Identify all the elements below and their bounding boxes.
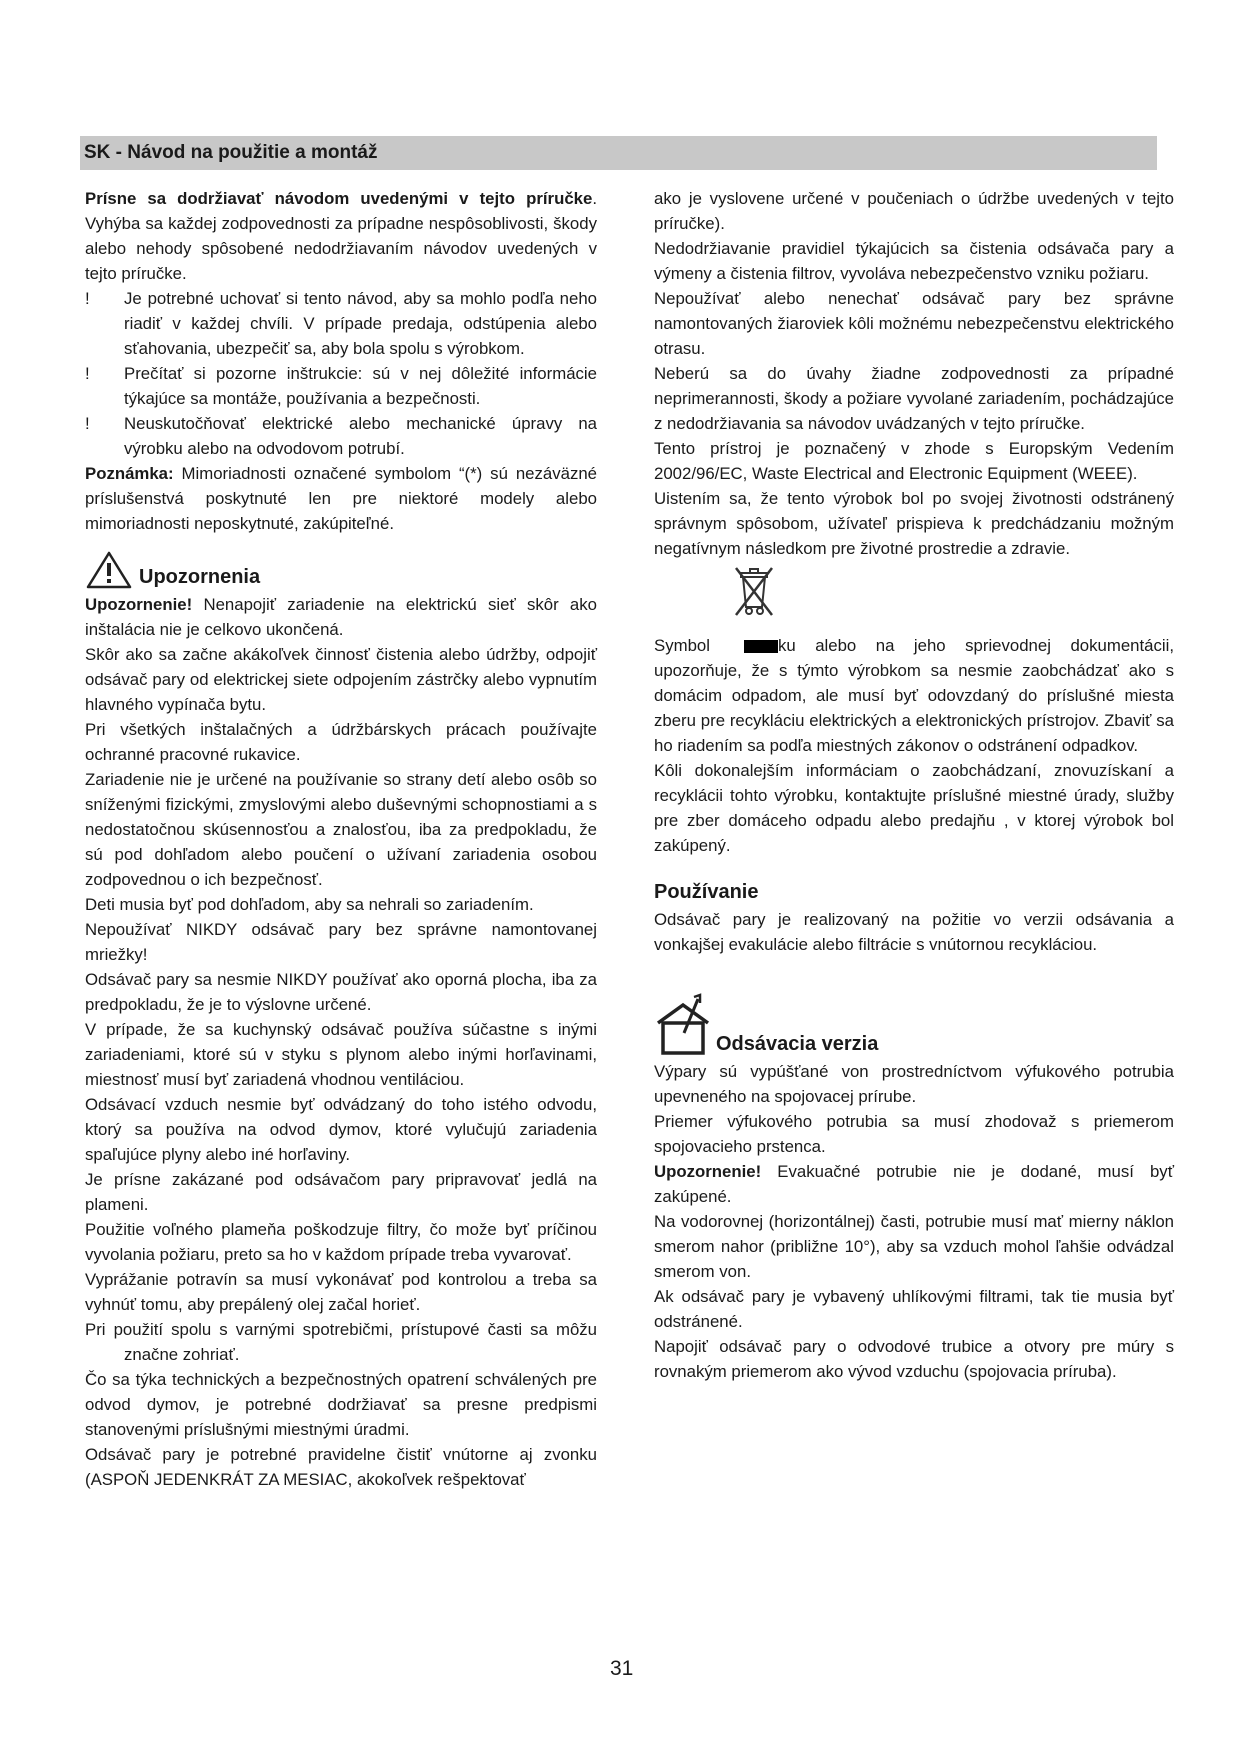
hang-paragraph: Pri použití spolu s varnými spotrebičmi, prístupové časti sa môžu značne zohriať. (85, 1320, 597, 1364)
page-number: 31 (610, 1657, 634, 1680)
text-paragraph: Skôr ako sa začne akákoľvek činnosť čistenia alebo údržby, odpojiť odsávač pary od elektrickej siete odpojením zástrčky alebo vypnutím hlavného vypínača bytu. (85, 645, 597, 714)
warning-text: Nenapojiť zariadenie na elektrickú sieť skôr ako inštalácia nie je celkovo ukončená. (85, 595, 597, 639)
bullet-item (85, 286, 597, 361)
usage-heading (654, 880, 1174, 905)
exhaust-heading (654, 993, 1174, 1057)
text-paragraph: Napojiť odsávač pary o odvodové trubice a otvory pre múry s rovnakým priemerom ako vývod vzduchu (spojovacia príruba). (654, 1337, 1174, 1381)
text-paragraph: Nedodržiavanie pravidiel týkajúcich sa čistenia odsávača pary a výmeny a čistenia filtrov, vyvoláva nebezpečenstvo vzniku požiaru. (654, 239, 1174, 283)
text-paragraph: Uistením sa, že tento výrobok bol po svojej životnosti odstránený správnym spôsobom, užívateľ prispieva k predchádzaniu možným negatívnym následkom pre životné prostredie a zdravie. (654, 489, 1174, 558)
intro-rest: . Vyhýba sa každej zodpovednosti za prípadne nespôsoblivosti, škody alebo nehody spôsobené nedodržiavaním návodov uvedených v tejto príručke. (85, 189, 597, 283)
warning-label: Upozornenie! (85, 595, 193, 614)
symbol-paragraph (654, 633, 1174, 758)
text-paragraph: Odsávač pary sa nesmie NIKDY používať ako oporná plocha, iba za predpokladu, že je to výslovne určené. (85, 970, 597, 1014)
text-paragraph: Ak odsávač pary je vybavený uhlíkovými filtrami, tak tie musia byť odstránené. (654, 1287, 1174, 1331)
section-header-bar (80, 136, 1157, 170)
exhaust-warning-label: Upozornenie! (654, 1162, 762, 1181)
warning-triangle-icon (85, 550, 133, 590)
exclamation-mark: ! (85, 289, 90, 308)
text-paragraph: Odsávací vzduch nesmie byť odvádzaný do toho istého odvodu, ktorý sa používa na odvod dymov, ktoré vylučujú zariadenia spaľujúce plyny alebo iné horľaviny. (85, 1095, 597, 1164)
weee-symbol-area (654, 561, 1174, 633)
text-paragraph: Kôli dokonalejším informáciam o zaobchádzaní, znovuzískaní a recyklácii tohto výrobku, kontaktujte príslušné miestné úrady, služby pre zber domáceho odpadu alebo predajňu , v ktorej výrobok bol zakúpený. (654, 761, 1174, 855)
note-text: Mimoriadnosti označené symbolom “(*) sú nezáväzné príslušenstvá poskytnuté len pre niektoré modely alebo mimoriadnosti neposkytnuté, zakúpiteľné. (85, 464, 597, 533)
right-column (654, 186, 1174, 1384)
warnings-title: Upozornenia (139, 566, 261, 588)
warning-paragraph (85, 592, 597, 642)
exhaust-title: Odsávacia verzia (716, 1033, 879, 1055)
note-label: Poznámka: (85, 464, 174, 483)
crossed-bin-icon (733, 563, 775, 619)
symbol-text: ku alebo na jeho sprievodnej dokumentácii, upozorňuje, že s týmto výrobkom sa nesmie zaobchádzať ako s domácim odpadom, ale musí byť odovzdaný do príslušné miesta zberu pre recykláciu elektrických a elektronických prístrojov. Zbaviť sa ho riadením sa podľa miestných zákonov o odstránení odpadkov. (654, 636, 1174, 755)
text-paragraph: Pri všetkých inštalačných a údržbárskych prácach používajte ochranné pracovné rukavice. (85, 720, 597, 764)
text-paragraph: Použitie voľného plameňa poškodzuje filtry, čo može byť príčinou vyvolania požiaru, preto sa ho v každom prípade treba vyvarovať. (85, 1220, 597, 1264)
redaction-bar (744, 640, 778, 653)
text-paragraph: Čo sa týka technických a bezpečnostných opatrení schválených pre odvod dymov, je potrebné dodržiavať sa presne predpismi stanovenými príslušnými miestnými úradmi. (85, 1370, 597, 1439)
note-paragraph (85, 461, 597, 536)
intro-bold: Prísne sa dodržiavať návodom uvedenými v tejto príručke (85, 189, 593, 208)
text-paragraph: Tento prístroj je poznačený v zhode s Europským Vedením 2002/96/EC, Waste Electrical and Electronic Equipment (WEEE). (654, 439, 1174, 483)
text-paragraph: Deti musia byť pod dohľadom, aby sa nehrali so zariadením. (85, 895, 534, 914)
text-paragraph: Odsávač pary je realizovaný na požitie vo verzii odsávania a vonkajšej evakulácie alebo filtrácie s vnútornou recykláciou. (654, 910, 1174, 954)
house-exhaust-icon (654, 993, 712, 1057)
warnings-heading (85, 550, 597, 590)
left-column (85, 186, 597, 1492)
exhaust-warning-paragraph (654, 1159, 1174, 1209)
text-paragraph: Vyprážanie potravín sa musí vykonávať pod kontrolou a treba sa vyhnúť tomu, aby prepálený olej začal horieť. (85, 1270, 597, 1314)
text-paragraph: Je prísne zakázané pod odsávačom pary pripravovať jedlá na plameni. (85, 1170, 597, 1214)
text-paragraph: Zariadenie nie je určené na používanie so strany detí alebo osôb so sníženými fizickými, zmyslovými alebo duševnými schopnostiami a s nedostatočnou skúsennosťou a znalosťou, iba za predpokladu, že sú pod dohľadom alebo poučení o užívaní zariadenia osobou zodpovednou o ich bezpečnosť. (85, 770, 597, 889)
symbol-word: Symbol (654, 636, 710, 655)
bullet-text: Je potrebné uchovať si tento návod, aby sa mohlo podľa neho riadiť v každej chvíli. V prípade predaja, odstúpenia alebo sťahovania, ubezpečiť sa, aby bola spolu s výrobkom. (124, 289, 597, 358)
intro-paragraph (85, 186, 597, 286)
text-paragraph: Priemer výfukového potrubia sa musí zhodovaž s priemerom spojovacieho prstenca. (654, 1112, 1174, 1156)
text-paragraph: Výpary sú vypúšťané von prostredníctvom výfukového potrubia upevneného na spojovacej prírube. (654, 1062, 1174, 1106)
bullet-text: Prečítať si pozorne inštrukcie: sú v nej dôležité informácie týkajúce sa montáže, používania a bezpečnosti. (124, 364, 597, 408)
bullet-item (85, 361, 597, 411)
usage-title: Používanie (654, 881, 759, 903)
text-paragraph: Nepoužívať NIKDY odsávač pary bez správne namontovanej mriežky! (85, 920, 597, 964)
text-paragraph: Neberú sa do úvahy žiadne zodpovednosti za prípadné neprimerannosti, škody a požiare vyvolané zariadením, pochádzajúce z nedodržiavania sa návodov uvádzaných v tejto príručke. (654, 364, 1174, 433)
text-paragraph: Odsávač pary je potrebné pravidelne čistiť vnútorne aj zvonku (ASPOŇ JEDENKRÁT ZA MESIAC, akokoľvek rešpektovať (85, 1445, 597, 1489)
exhaust-warning-text: Evakuačné potrubie nie je dodané, musí byť zakúpené. (654, 1162, 1174, 1206)
text-paragraph: V prípade, že sa kuchynský odsávač používa súčastne s inými zariadeniami, ktoré sú v styku s plynom alebo inými horľavinami, miestnosť musí byť zariadená vhodnou ventiláciou. (85, 1020, 597, 1089)
text-paragraph: Na vodorovnej (horizontálnej) časti, potrubie musí mať mierny náklon smerom nahor (približne 10°), aby sa vzduch mohol ľahšie odvádzal smerom von. (654, 1212, 1174, 1281)
text-paragraph: ako je vyslovene určené v poučeniach o údržbe uvedených v tejto príručke). (654, 189, 1174, 233)
bullet-item (85, 411, 597, 461)
text-paragraph: Nepoužívať alebo nenechať odsávač pary bez správne namontovaných žiaroviek kôli možnému nebezpečenstvu elektrického otrasu. (654, 289, 1174, 358)
bullet-text: Neuskutočňovať elektrické alebo mechanické úpravy na výrobku alebo na odvodovom potrubí. (124, 414, 597, 458)
page-title: SK - Návod na použitie a montáž (84, 142, 378, 163)
exclamation-mark: ! (85, 364, 90, 383)
exclamation-mark: ! (85, 414, 90, 433)
